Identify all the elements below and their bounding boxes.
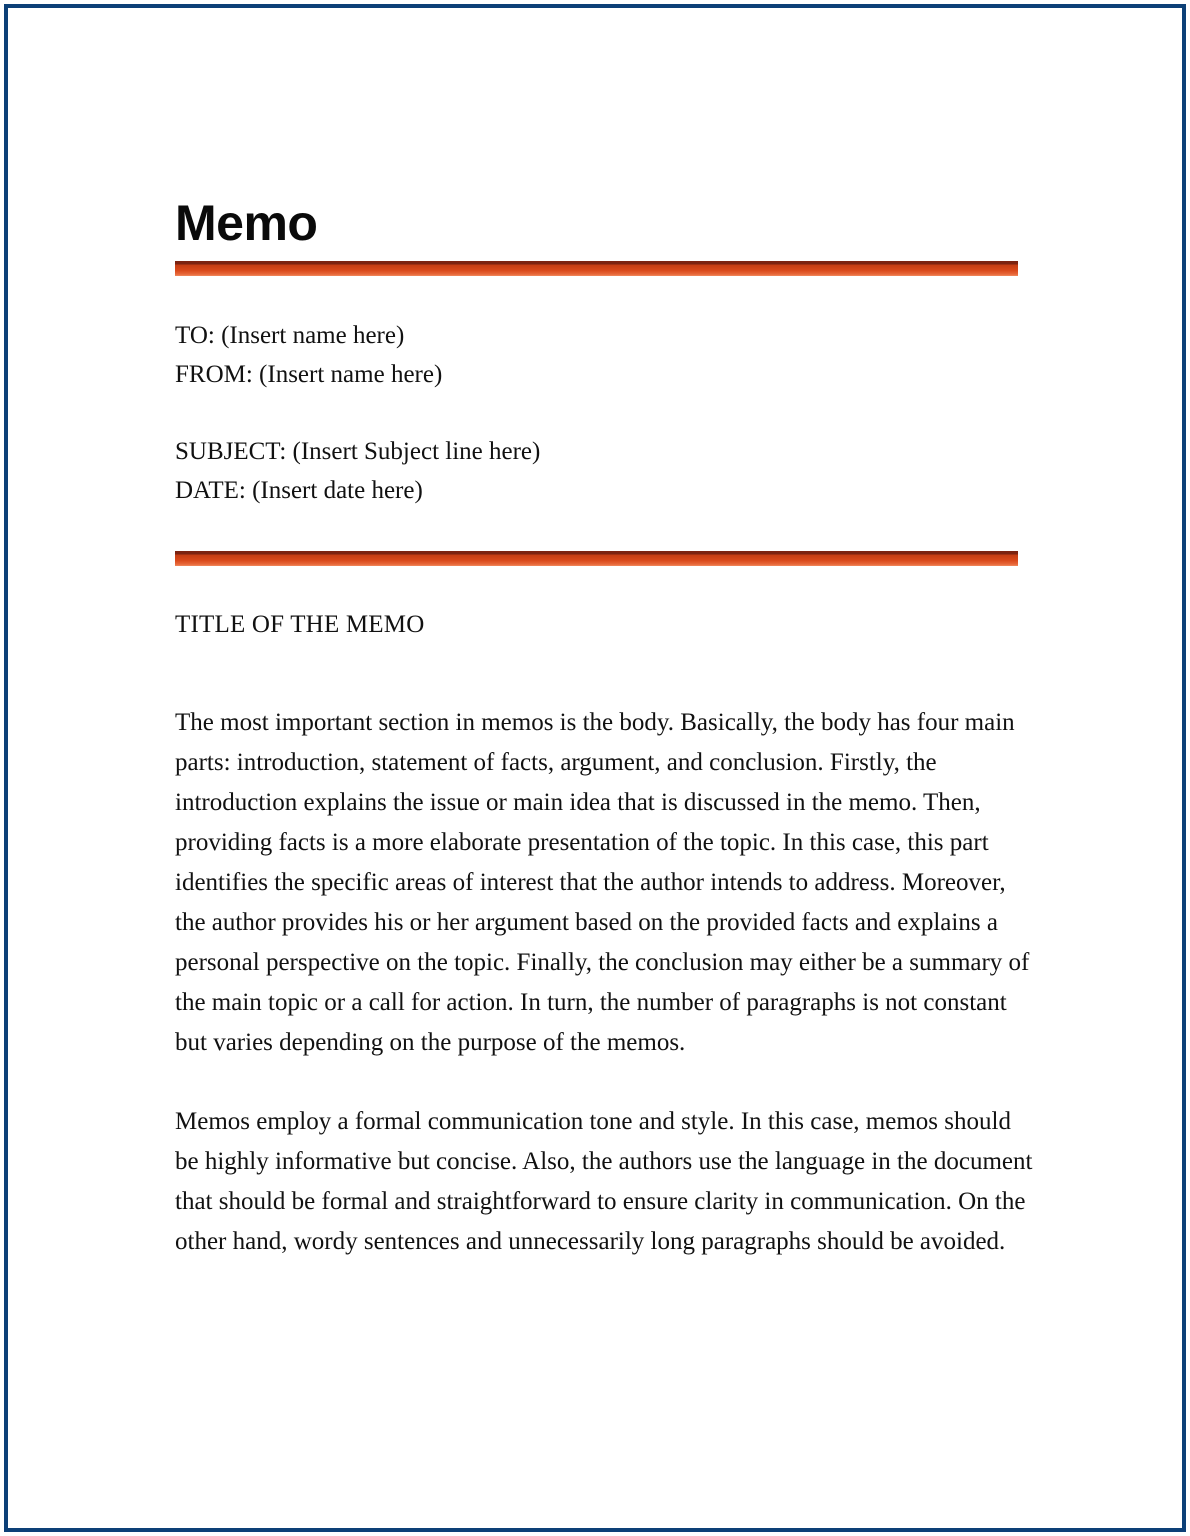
subject-date-fields-group [175,432,1030,510]
field-subject: SUBJECT: (Insert Subject line here) [175,438,541,465]
memo-content [175,0,1033,1262]
field-to: TO: (Insert name here) [175,322,405,349]
header-divider-rule-bottom [175,551,1018,566]
memo-subject-heading: TITLE OF THE MEMO [175,611,425,638]
memo-masthead-title: Memo [175,195,318,251]
body-paragraph-2: Memos employ a formal communication tone and style. In this case, memos should be highly informative but concise. Also, the authors use the language in the document that should be formal and straightforward to ensure clarity in communication. On the other hand, wordy sentences and unnecessarily long paragraphs should be avoided. [175,1108,1033,1255]
body-paragraph-1: The most important section in memos is the body. Basically, the body has four main parts: introduction, statement of facts, argument, and conclusion. Firstly, the introduction explains the issue or main idea that is discussed in the memo. Then, providing facts is a more elaborate presentation of the topic. In this case, this part identifies the specific areas of interest that the author intends to address. Moreover, the author provides his or her argument based on the provided facts and explains a personal perspective on the topic. Finally, the conclusion may either be a summary of the main topic or a call for action. In turn, the number of paragraphs is not constant but varies depending on the purpose of the memos. [175,709,1030,1056]
recipient-fields-group [175,316,1030,394]
field-date: DATE: (Insert date here) [175,477,423,504]
field-from: FROM: (Insert name here) [175,361,443,388]
header-divider-rule-top [175,261,1018,276]
